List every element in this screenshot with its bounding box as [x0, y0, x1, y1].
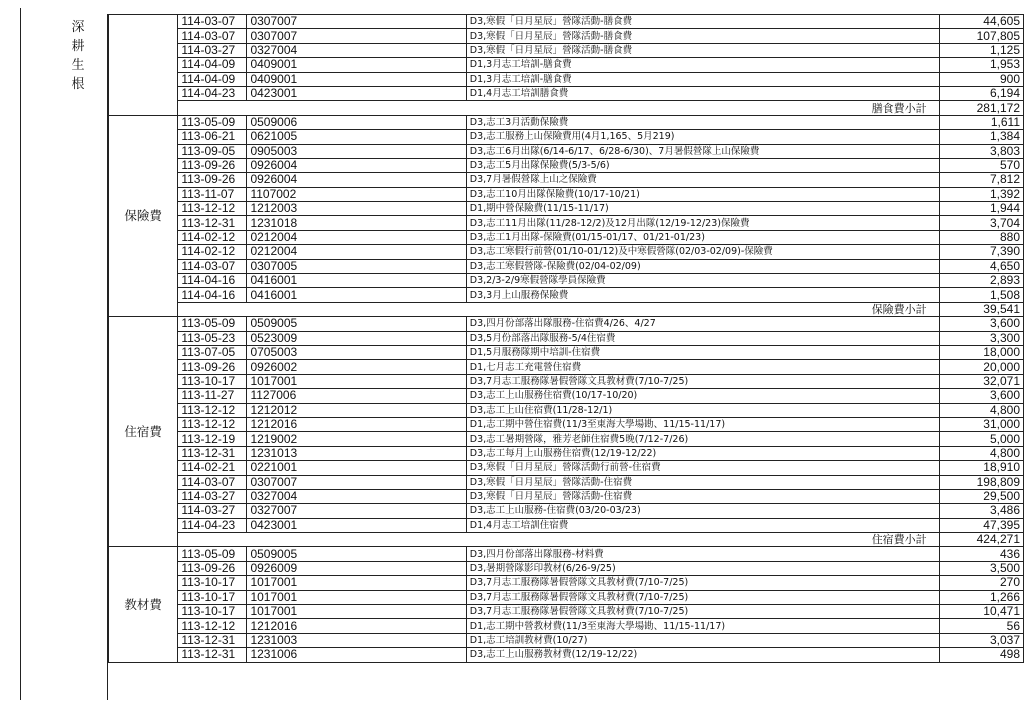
- date-cell: 114-04-09: [178, 58, 247, 72]
- amount-cell: 56: [939, 619, 1023, 633]
- table-row: [109, 403, 1024, 417]
- description-cell: D3,7月志工服務隊暑假營隊文具教材費(7/10-7/25): [466, 605, 939, 619]
- voucher-code-cell: 0926004: [247, 173, 466, 187]
- description-cell: D1,期中營保險費(11/15-11/17): [466, 202, 939, 216]
- date-cell: 113-09-26: [178, 173, 247, 187]
- amount-cell: 436: [939, 547, 1023, 561]
- voucher-code-cell: 0705003: [247, 345, 466, 359]
- voucher-code-cell: 0307005: [247, 259, 466, 273]
- voucher-code-cell: 1231003: [247, 633, 466, 647]
- description-cell: D3,5月份部落出隊服務-5/4住宿費: [466, 331, 939, 345]
- voucher-code-cell: 1017001: [247, 374, 466, 388]
- table-row: [109, 86, 1024, 100]
- left-margin-line: [20, 8, 21, 700]
- amount-cell: 270: [939, 576, 1023, 590]
- date-cell: 114-04-16: [178, 288, 247, 302]
- date-cell: 114-04-23: [178, 518, 247, 532]
- subtotal-amount: 281,172: [939, 101, 1023, 115]
- date-cell: 113-10-17: [178, 605, 247, 619]
- amount-cell: 3,500: [939, 561, 1023, 575]
- amount-cell: 1,384: [939, 130, 1023, 144]
- description-cell: D3,寒假「日月星辰」營隊活動-住宿費: [466, 489, 939, 503]
- table-row: [109, 518, 1024, 532]
- description-cell: D3,志工暑期營隊，雅芳老師住宿費5晚(7/12-7/26): [466, 432, 939, 446]
- amount-cell: 1,508: [939, 288, 1023, 302]
- date-cell: 114-03-27: [178, 43, 247, 57]
- subtotal-amount: 39,541: [939, 302, 1023, 316]
- voucher-code-cell: 1107002: [247, 187, 466, 201]
- table-row: [109, 489, 1024, 503]
- category-cell: [109, 15, 178, 116]
- amount-cell: 47,395: [939, 518, 1023, 532]
- table-row: [109, 202, 1024, 216]
- amount-cell: 32,071: [939, 374, 1023, 388]
- description-cell: D3,志工上山服務教材費(12/19-12/22): [466, 648, 939, 662]
- voucher-code-cell: 0327007: [247, 504, 466, 518]
- description-cell: D3,2/3-2/9寒假營隊學員保險費: [466, 274, 939, 288]
- date-cell: 113-12-12: [178, 619, 247, 633]
- table-row: [109, 576, 1024, 590]
- amount-cell: 7,812: [939, 173, 1023, 187]
- voucher-code-cell: 0416001: [247, 274, 466, 288]
- voucher-code-cell: 0409001: [247, 72, 466, 86]
- amount-cell: 3,600: [939, 317, 1023, 331]
- description-cell: D3,志工1月出隊-保險費(01/15-01/17、01/21-01/23): [466, 230, 939, 244]
- date-cell: 113-07-05: [178, 345, 247, 359]
- amount-cell: 6,194: [939, 86, 1023, 100]
- voucher-code-cell: 0307007: [247, 15, 466, 29]
- voucher-code-cell: 1017001: [247, 590, 466, 604]
- description-cell: D3,寒假「日月星辰」營隊活動-膳食費: [466, 29, 939, 43]
- date-cell: 113-12-19: [178, 432, 247, 446]
- table-row: [109, 72, 1024, 86]
- description-cell: D1,4月志工培訓住宿費: [466, 518, 939, 532]
- amount-cell: 107,805: [939, 29, 1023, 43]
- amount-cell: 7,390: [939, 245, 1023, 259]
- voucher-code-cell: 0509006: [247, 115, 466, 129]
- description-cell: D3,7月志工服務隊暑假營隊文具教材費(7/10-7/25): [466, 374, 939, 388]
- table-row: [109, 619, 1024, 633]
- amount-cell: 31,000: [939, 417, 1023, 431]
- amount-cell: 3,486: [939, 504, 1023, 518]
- table-row: [109, 173, 1024, 187]
- date-cell: 113-05-09: [178, 115, 247, 129]
- table-row: [109, 288, 1024, 302]
- table-row: [109, 144, 1024, 158]
- amount-cell: 1,944: [939, 202, 1023, 216]
- description-cell: D3,四月份部落出隊服務-住宿費4/26、4/27: [466, 317, 939, 331]
- date-cell: 113-09-26: [178, 360, 247, 374]
- voucher-code-cell: 1212012: [247, 403, 466, 417]
- date-cell: 113-11-27: [178, 389, 247, 403]
- voucher-code-cell: 1212016: [247, 417, 466, 431]
- amount-cell: 2,893: [939, 274, 1023, 288]
- table-row: [109, 317, 1024, 331]
- description-cell: D3,志工服務上山保險費用(4月1,165、5月219): [466, 130, 939, 144]
- date-cell: 114-03-27: [178, 504, 247, 518]
- table-row: [109, 274, 1024, 288]
- subtotal-row: [109, 101, 1024, 115]
- description-cell: D3,寒假「日月星辰」營隊活動行前營-住宿費: [466, 461, 939, 475]
- subtotal-label: 保險費小計: [178, 302, 939, 316]
- amount-cell: 1,392: [939, 187, 1023, 201]
- category-cell: 教材費: [109, 547, 178, 662]
- amount-cell: 3,803: [939, 144, 1023, 158]
- amount-cell: 198,809: [939, 475, 1023, 489]
- amount-cell: 1,266: [939, 590, 1023, 604]
- table-row: [109, 130, 1024, 144]
- description-cell: D3,志工3月活動保險費: [466, 115, 939, 129]
- amount-cell: 880: [939, 230, 1023, 244]
- date-cell: 113-10-17: [178, 590, 247, 604]
- voucher-code-cell: 0926004: [247, 158, 466, 172]
- voucher-code-cell: 1231013: [247, 446, 466, 460]
- date-cell: 114-04-09: [178, 72, 247, 86]
- category-cell: 保險費: [109, 115, 178, 316]
- table-row: [109, 605, 1024, 619]
- description-cell: D3,志工上山服務住宿費(10/17-10/20): [466, 389, 939, 403]
- description-cell: D3,志工寒假營隊-保險費(02/04-02/09): [466, 259, 939, 273]
- date-cell: 113-09-26: [178, 561, 247, 575]
- amount-cell: 1,611: [939, 115, 1023, 129]
- table-row: [109, 561, 1024, 575]
- description-cell: D3,志工5月出隊保險費(5/3-5/6): [466, 158, 939, 172]
- amount-cell: 4,800: [939, 446, 1023, 460]
- expense-ledger-table: [108, 14, 1024, 663]
- table-row: [109, 187, 1024, 201]
- voucher-code-cell: 0423001: [247, 518, 466, 532]
- date-cell: 113-12-12: [178, 403, 247, 417]
- date-cell: 114-03-07: [178, 259, 247, 273]
- description-cell: D3,志工寒假行前營(01/10-01/12)及中寒假營隊(02/03-02/09)-保險費: [466, 245, 939, 259]
- subtotal-label: 住宿費小計: [178, 533, 939, 547]
- table-row: [109, 345, 1024, 359]
- description-cell: D3,7月志工服務隊暑假營隊文具教材費(7/10-7/25): [466, 590, 939, 604]
- table-row: [109, 158, 1024, 172]
- subtotal-row: [109, 533, 1024, 547]
- voucher-code-cell: 0327004: [247, 489, 466, 503]
- amount-cell: 18,000: [939, 345, 1023, 359]
- table-row: [109, 43, 1024, 57]
- date-cell: 113-12-31: [178, 648, 247, 662]
- table-row: [109, 331, 1024, 345]
- voucher-code-cell: 0409001: [247, 58, 466, 72]
- table-row: [109, 633, 1024, 647]
- voucher-code-cell: 0523009: [247, 331, 466, 345]
- date-cell: 113-12-31: [178, 446, 247, 460]
- org-label: 深耕生根: [71, 20, 85, 92]
- date-cell: 113-12-31: [178, 216, 247, 230]
- date-cell: 113-06-21: [178, 130, 247, 144]
- description-cell: D3,志工10月出隊保險費(10/17-10/21): [466, 187, 939, 201]
- amount-cell: 3,600: [939, 389, 1023, 403]
- table-row: [109, 360, 1024, 374]
- date-cell: 113-10-17: [178, 576, 247, 590]
- amount-cell: 1,953: [939, 58, 1023, 72]
- date-cell: 114-03-07: [178, 475, 247, 489]
- subtotal-label: 膳食費小計: [178, 101, 939, 115]
- voucher-code-cell: 0423001: [247, 86, 466, 100]
- date-cell: 114-02-12: [178, 230, 247, 244]
- voucher-code-cell: 0212004: [247, 245, 466, 259]
- amount-cell: 18,910: [939, 461, 1023, 475]
- amount-cell: 4,650: [939, 259, 1023, 273]
- date-cell: 114-03-27: [178, 489, 247, 503]
- amount-cell: 5,000: [939, 432, 1023, 446]
- voucher-code-cell: 0509005: [247, 547, 466, 561]
- description-cell: D3,3月上山服務保險費: [466, 288, 939, 302]
- description-cell: D3,志工11月出隊(11/28-12/2)及12月出隊(12/19-12/23)保險費: [466, 216, 939, 230]
- date-cell: 114-03-07: [178, 29, 247, 43]
- date-cell: 113-09-26: [178, 158, 247, 172]
- date-cell: 113-12-31: [178, 633, 247, 647]
- table-row: [109, 58, 1024, 72]
- description-cell: D1,志工培訓教材費(10/27): [466, 633, 939, 647]
- table-row: [109, 374, 1024, 388]
- voucher-code-cell: 0221001: [247, 461, 466, 475]
- table-row: [109, 417, 1024, 431]
- voucher-code-cell: 0926002: [247, 360, 466, 374]
- subtotal-row: [109, 302, 1024, 316]
- table-row: [109, 475, 1024, 489]
- amount-cell: 29,500: [939, 489, 1023, 503]
- date-cell: 114-04-23: [178, 86, 247, 100]
- description-cell: D3,寒假「日月星辰」營隊活動-膳食費: [466, 43, 939, 57]
- voucher-code-cell: 1017001: [247, 576, 466, 590]
- voucher-code-cell: 1212003: [247, 202, 466, 216]
- description-cell: D1,3月志工培訓-膳食費: [466, 58, 939, 72]
- description-cell: D3,志工上山服務-住宿費(03/20-03/23): [466, 504, 939, 518]
- voucher-code-cell: 1231018: [247, 216, 466, 230]
- voucher-code-cell: 0509005: [247, 317, 466, 331]
- voucher-code-cell: 0621005: [247, 130, 466, 144]
- date-cell: 113-09-05: [178, 144, 247, 158]
- table-row: [109, 504, 1024, 518]
- date-cell: 113-05-23: [178, 331, 247, 345]
- date-cell: 113-05-09: [178, 547, 247, 561]
- table-row: [109, 389, 1024, 403]
- table-row: [109, 115, 1024, 129]
- description-cell: D3,寒假「日月星辰」營隊活動-膳食費: [466, 15, 939, 29]
- date-cell: 114-02-21: [178, 461, 247, 475]
- description-cell: D1,3月志工培訓-膳食費: [466, 72, 939, 86]
- amount-cell: 3,300: [939, 331, 1023, 345]
- date-cell: 114-02-12: [178, 245, 247, 259]
- description-cell: D3,暑期營隊影印教材(6/26-9/25): [466, 561, 939, 575]
- amount-cell: 44,605: [939, 15, 1023, 29]
- table-row: [109, 432, 1024, 446]
- amount-cell: 20,000: [939, 360, 1023, 374]
- voucher-code-cell: 0212004: [247, 230, 466, 244]
- amount-cell: 900: [939, 72, 1023, 86]
- table-row: [109, 230, 1024, 244]
- voucher-code-cell: 0307007: [247, 475, 466, 489]
- voucher-code-cell: 1212016: [247, 619, 466, 633]
- description-cell: D3,志工每月上山服務住宿費(12/19-12/22): [466, 446, 939, 460]
- date-cell: 113-12-12: [178, 417, 247, 431]
- voucher-code-cell: 1017001: [247, 605, 466, 619]
- description-cell: D3,志工上山住宿費(11/28-12/1): [466, 403, 939, 417]
- voucher-code-cell: 1219002: [247, 432, 466, 446]
- voucher-code-cell: 1127006: [247, 389, 466, 403]
- table-row: [109, 15, 1024, 29]
- table-row: [109, 590, 1024, 604]
- amount-cell: 1,125: [939, 43, 1023, 57]
- table-row: [109, 648, 1024, 662]
- voucher-code-cell: 1231006: [247, 648, 466, 662]
- table-row: [109, 547, 1024, 561]
- voucher-code-cell: 0416001: [247, 288, 466, 302]
- description-cell: D1,志工期中營教材費(11/3至東海大學場勘、11/15-11/17): [466, 619, 939, 633]
- table-row: [109, 216, 1024, 230]
- description-cell: D1,5月服務隊期中培訓-住宿費: [466, 345, 939, 359]
- amount-cell: 10,471: [939, 605, 1023, 619]
- amount-cell: 570: [939, 158, 1023, 172]
- amount-cell: 4,800: [939, 403, 1023, 417]
- description-cell: D3,寒假「日月星辰」營隊活動-住宿費: [466, 475, 939, 489]
- description-cell: D3,志工6月出隊(6/14-6/17、6/28-6/30)、7月暑假營隊上山保險費: [466, 144, 939, 158]
- table-row: [109, 29, 1024, 43]
- description-cell: D3,7月暑假營隊上山之保險費: [466, 173, 939, 187]
- voucher-code-cell: 0327004: [247, 43, 466, 57]
- date-cell: 113-11-07: [178, 187, 247, 201]
- date-cell: 114-04-16: [178, 274, 247, 288]
- description-cell: D1,七月志工充電營住宿費: [466, 360, 939, 374]
- description-cell: D1,志工期中營住宿費(11/3至東海大學場勘、11/15-11/17): [466, 417, 939, 431]
- date-cell: 114-03-07: [178, 15, 247, 29]
- date-cell: 113-05-09: [178, 317, 247, 331]
- date-cell: 113-10-17: [178, 374, 247, 388]
- voucher-code-cell: 0905003: [247, 144, 466, 158]
- subtotal-amount: 424,271: [939, 533, 1023, 547]
- table-row: [109, 461, 1024, 475]
- table-row: [109, 446, 1024, 460]
- amount-cell: 3,704: [939, 216, 1023, 230]
- table-row: [109, 259, 1024, 273]
- category-cell: 住宿費: [109, 317, 178, 547]
- description-cell: D3,四月份部落出隊服務-材料費: [466, 547, 939, 561]
- table-row: [109, 245, 1024, 259]
- ledger-body: [109, 15, 1024, 663]
- amount-cell: 498: [939, 648, 1023, 662]
- date-cell: 113-12-12: [178, 202, 247, 216]
- amount-cell: 3,037: [939, 633, 1023, 647]
- description-cell: D3,7月志工服務隊暑假營隊文具教材費(7/10-7/25): [466, 576, 939, 590]
- description-cell: D1,4月志工培訓膳食費: [466, 86, 939, 100]
- voucher-code-cell: 0307007: [247, 29, 466, 43]
- voucher-code-cell: 0926009: [247, 561, 466, 575]
